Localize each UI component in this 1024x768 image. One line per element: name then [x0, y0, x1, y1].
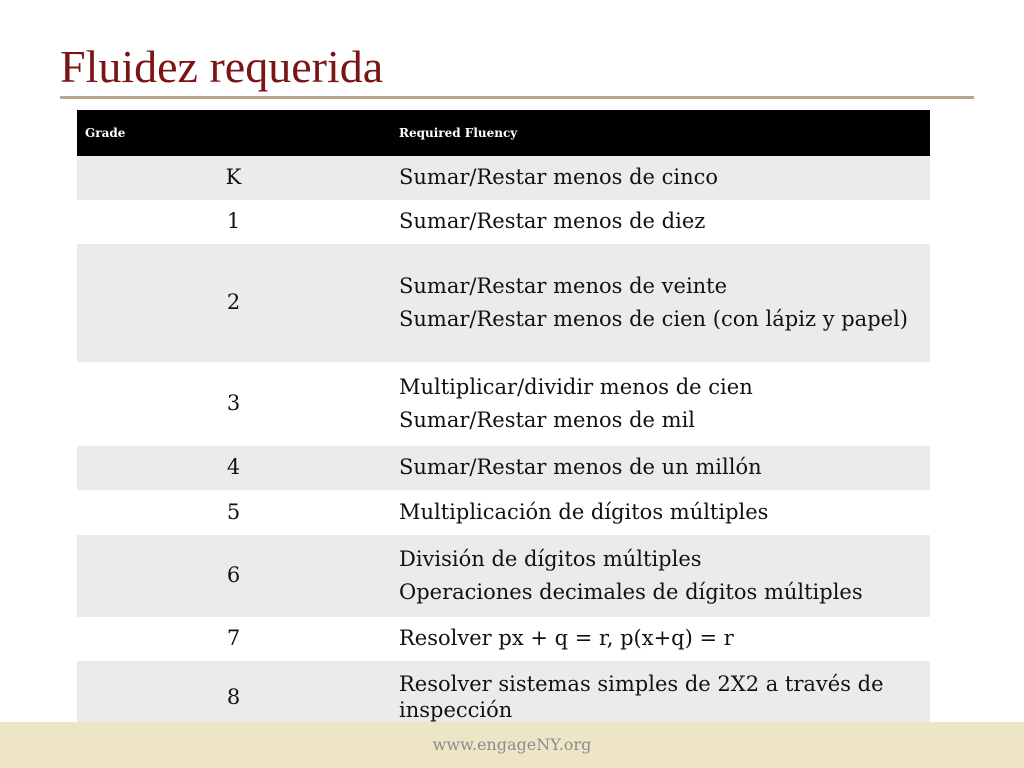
- fluency-line: Sumar/Restar menos de mil: [399, 408, 695, 432]
- fluency-line: Resolver sistemas simples de 2X2 a través de inspección: [399, 672, 884, 722]
- fluency-line: Sumar/Restar menos de un millón: [399, 455, 762, 480]
- grade-cell: 5: [226, 499, 241, 524]
- grade-cell: 1: [226, 209, 241, 234]
- table-row: [77, 362, 930, 446]
- fluency-table: [77, 110, 930, 736]
- table-row: [77, 490, 930, 535]
- table-row: [77, 535, 930, 617]
- table-header-row: [77, 110, 930, 156]
- grade-cell: 8: [226, 684, 241, 709]
- table-row: [77, 244, 930, 362]
- title-divider: [60, 96, 974, 99]
- grade-cell: 2: [226, 290, 241, 315]
- fluency-line: Sumar/Restar menos de veinte: [399, 273, 728, 298]
- slide-title: Fluidez requerida: [60, 41, 384, 92]
- fluency-cell: [390, 490, 930, 535]
- table-row: [77, 200, 930, 244]
- grade-cell: 4: [226, 455, 241, 480]
- fluency-line: Sumar/Restar menos de diez: [399, 209, 706, 234]
- fluency-cell: [390, 535, 930, 617]
- fluency-line: Multiplicación de dígitos múltiples: [399, 499, 769, 524]
- fluency-line: Operaciones decimales de dígitos múltiples: [399, 580, 863, 604]
- fluency-cell: [390, 244, 930, 362]
- grade-cell: 6: [226, 563, 241, 588]
- grade-cell: K: [225, 165, 242, 190]
- fluency-cell: [390, 200, 930, 244]
- fluency-cell: [390, 362, 930, 446]
- fluency-line: Sumar/Restar menos de cien (con lápiz y papel): [399, 307, 908, 331]
- grade-cell: 3: [226, 391, 241, 416]
- footer-url: www.engageNY.org: [432, 735, 592, 754]
- fluency-cell: [390, 617, 930, 661]
- header-required-fluency: Required Fluency: [399, 126, 518, 140]
- header-grade: Grade: [85, 126, 126, 140]
- fluency-line: División de dígitos múltiples: [399, 546, 702, 571]
- fluency-cell: [390, 446, 930, 490]
- table-row: [77, 446, 930, 490]
- fluency-line: Multiplicar/dividir menos de cien: [399, 374, 753, 399]
- table-row: [77, 617, 930, 661]
- fluency-line: Sumar/Restar menos de cinco: [399, 165, 719, 190]
- fluency-line: Resolver px + q = r, p(x+q) = r: [399, 626, 734, 651]
- grade-cell: 7: [226, 626, 241, 651]
- fluency-cell: [390, 156, 930, 200]
- table-row: [77, 156, 930, 200]
